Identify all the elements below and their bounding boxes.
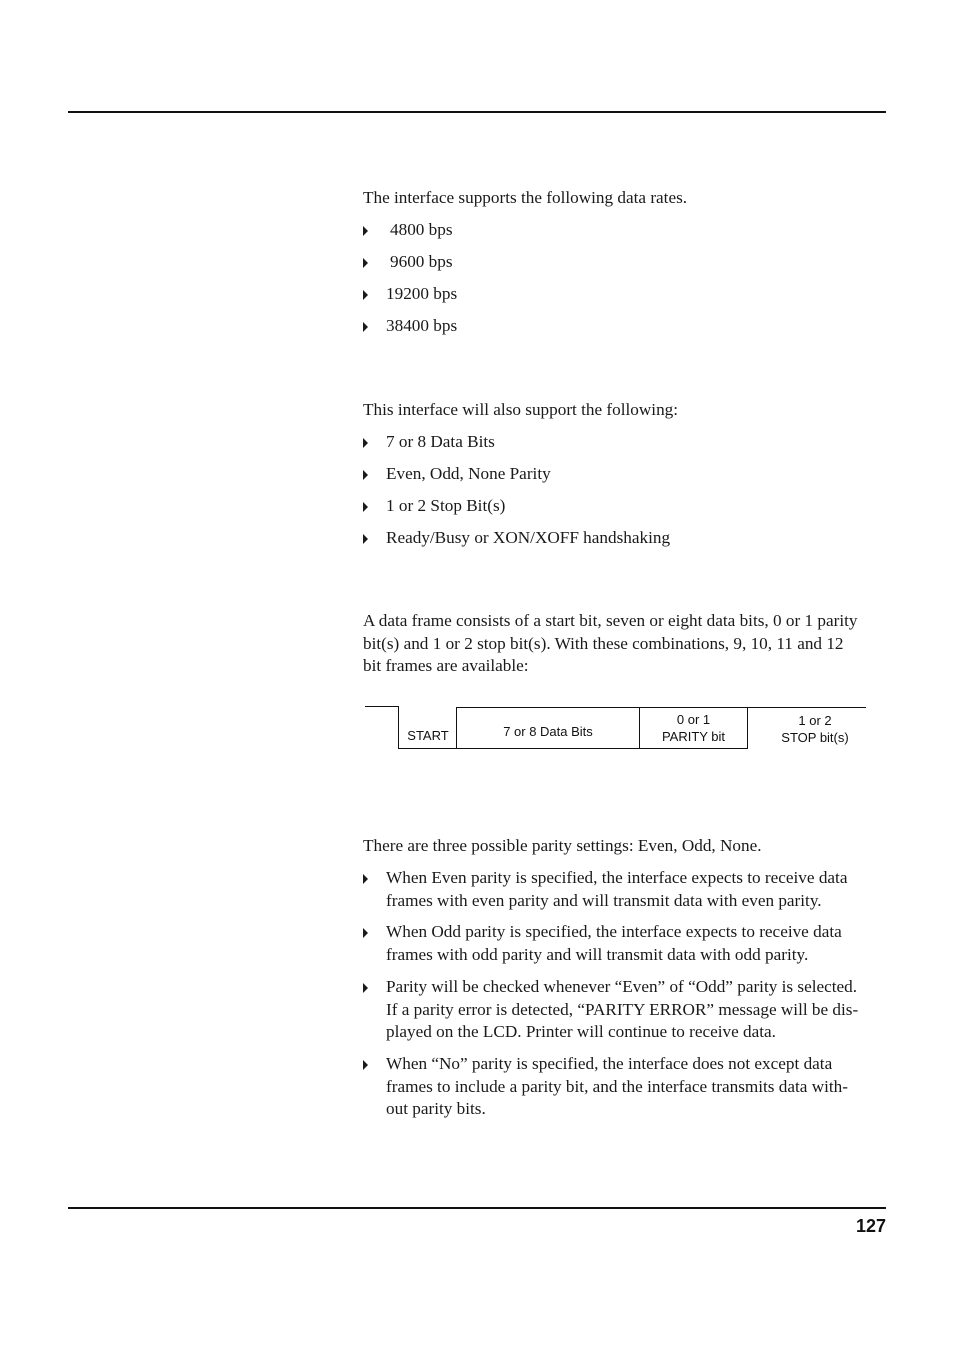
data-bits-label: 7 or 8 Data Bits [503,724,593,739]
bullet-arrow-icon [363,438,368,448]
bullet-arrow-icon [363,1060,368,1070]
diagram-idle-line [365,706,399,707]
support-intro: This interface will also support the following: [363,400,679,419]
rates-intro: The interface supports the following data rates. [363,188,688,207]
page-content: The interface supports the following data rates. 4800 bps 9600 bps 19200 bps 38400 bps This interface will also support the following: 7 or 8 Data Bits Even, Odd, None Parity 1 or 2 Stop Bit(s) Ready/Busy or XON/XOFF handshaking A data frame consists of a start bit, seven or eight data bits, 0 or 1 parity bit(s) and 1 or 2 stop bit(s). With these combinations, 9, 10, 11 and 12 bit frames are available: There are three possible parity settings: Even, Odd, None. When Even parity is specified, the interface expects to receive data frames with even parity and will transmit data with even parity. When Odd parity is specified, the interface expects to receive data frames with odd parity and will transmit data with odd parity. Parity will be checked whenever “Even” of “Odd” parity is selected. If a parity error is detected, “PARITY ERROR” message will be dis- played on the LCD. Printer will continue to receive data. When “No” parity is specified, the interface does not except data frames to include a parity bit, and the interface transmits data with- out parity bits. [363,0,887,1200]
bullet-arrow-icon [363,534,368,544]
footer-rule [68,1207,886,1209]
page-number: 127 [855,1216,886,1236]
bullet-arrow-icon [363,928,368,938]
frame-intro: A data frame consists of a start bit, seven or eight data bits, 0 or 1 parity bit(s) and 1 or 2 stop bit(s). With these combinations, 9, 10, 11 and 12 bit frames are available: [363,611,858,676]
bullet-arrow-icon [363,874,368,884]
start-bit-label: START [407,728,449,743]
diagram-topline [456,707,866,708]
diagram-baseline [398,748,748,749]
parity-intro: There are three possible parity settings: Even, Odd, None. [363,836,762,855]
bullet-arrow-icon [363,322,368,332]
bullet-arrow-icon [363,258,368,268]
parity-bit-label: 0 or 1 PARITY bit [661,712,726,744]
bullet-arrow-icon [363,502,368,512]
bullet-arrow-icon [363,290,368,300]
bullet-arrow-icon [363,226,368,236]
stop-bits-label: 1 or 2 STOP bit(s) [781,713,849,745]
frame-diagram [363,700,865,752]
bullet-arrow-icon [363,983,368,993]
bullet-arrow-icon [363,470,368,480]
